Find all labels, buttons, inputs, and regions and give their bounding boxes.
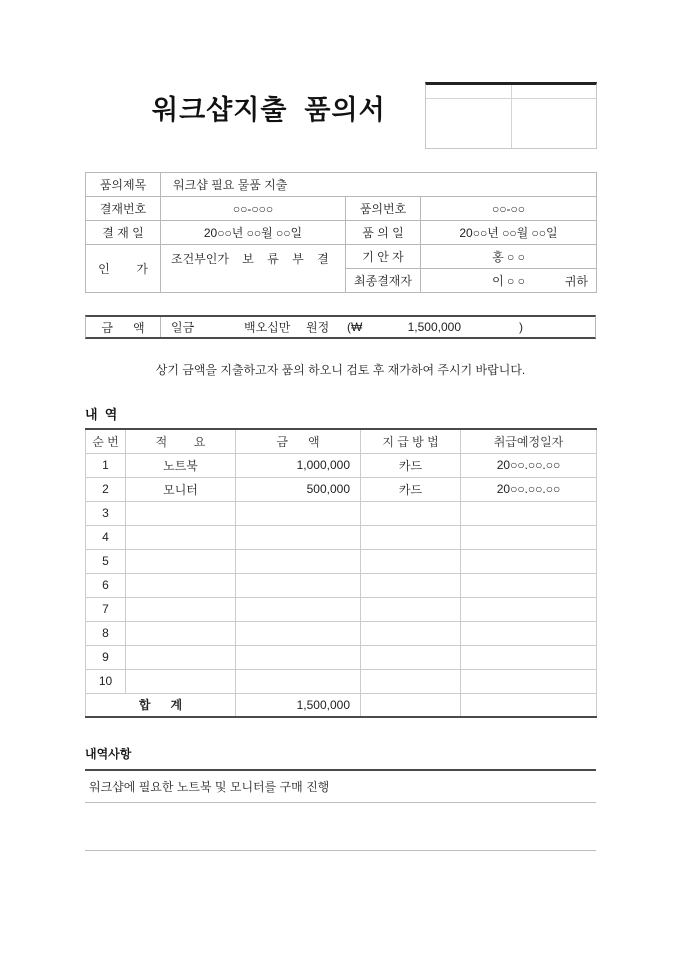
amount-korean-words: 백오십만 [244, 320, 291, 335]
row-method [361, 597, 461, 621]
row-amount [236, 621, 361, 645]
row-no: 3 [86, 501, 126, 525]
row-no: 6 [86, 573, 126, 597]
row-date [461, 669, 597, 693]
row-item [126, 549, 236, 573]
total-empty-cell [461, 693, 597, 717]
amount-paren-open: (₩ [347, 320, 363, 334]
row-no: 7 [86, 597, 126, 621]
row-date [461, 525, 597, 549]
details-section [85, 745, 596, 851]
row-item: 모니터 [126, 477, 236, 501]
row-item [126, 621, 236, 645]
breakdown-header-row [86, 429, 597, 453]
approval-stamp-box [425, 82, 597, 149]
breakdown-row [86, 453, 597, 477]
row-amount [236, 525, 361, 549]
row-amount: 500,000 [236, 477, 361, 501]
row-amount [236, 573, 361, 597]
breakdown-total-row [86, 693, 597, 717]
breakdown-row [86, 525, 597, 549]
request-date-value: 20○○년 ○○월 ○○일 [421, 221, 597, 245]
row-date [461, 645, 597, 669]
row-no: 10 [86, 669, 126, 693]
col-header-method: 지 급 방 법 [361, 429, 461, 453]
row-method [361, 525, 461, 549]
row-no: 5 [86, 549, 126, 573]
final-approver-value: 이 ○ ○ [492, 274, 525, 288]
final-approver-suffix: 귀하 [564, 274, 588, 288]
breakdown-row [86, 597, 597, 621]
details-text: 워크샵에 필요한 노트북 및 모니터를 구매 진행 [85, 771, 596, 803]
amount-value-area [161, 317, 595, 337]
drafter-label: 기 안 자 [346, 245, 421, 269]
details-empty-row [85, 803, 596, 851]
row-amount [236, 645, 361, 669]
row-date: 20○○.○○.○○ [461, 453, 597, 477]
row-date: 20○○.○○.○○ [461, 477, 597, 501]
row-method [361, 549, 461, 573]
col-header-amount: 금 액 [236, 429, 361, 453]
approval-no-value: ○○-○○○ [161, 197, 346, 221]
row-item: 노트북 [126, 453, 236, 477]
stamp-sign-row [426, 99, 596, 148]
total-label: 합 계 [86, 693, 236, 717]
row-date [461, 573, 597, 597]
subject-label: 품의제목 [86, 173, 161, 197]
stamp-header-row [426, 85, 596, 99]
stamp-header-cell [512, 85, 597, 98]
info-row-approve-1 [86, 245, 597, 269]
row-item [126, 501, 236, 525]
row-method [361, 621, 461, 645]
breakdown-row [86, 645, 597, 669]
row-item [126, 573, 236, 597]
row-date [461, 597, 597, 621]
row-no: 9 [86, 645, 126, 669]
stamp-sign-cell [512, 99, 597, 148]
row-method: 카드 [361, 477, 461, 501]
total-amount: 1,500,000 [236, 693, 361, 717]
row-amount [236, 549, 361, 573]
row-date [461, 549, 597, 573]
breakdown-row [86, 573, 597, 597]
row-date [461, 501, 597, 525]
row-method: 카드 [361, 453, 461, 477]
col-header-date: 취급예정일자 [461, 429, 597, 453]
col-header-item: 적 요 [126, 429, 236, 453]
amount-bar [85, 315, 596, 339]
stamp-sign-cell [426, 99, 512, 148]
col-header-no: 순 번 [86, 429, 126, 453]
breakdown-row [86, 669, 597, 693]
drafter-value: 홍 ○ ○ [421, 245, 597, 269]
approval-date-value: 20○○년 ○○월 ○○일 [161, 221, 346, 245]
details-body [85, 769, 596, 851]
row-date [461, 621, 597, 645]
row-no: 4 [86, 525, 126, 549]
final-approver-cell [421, 269, 597, 293]
row-no: 8 [86, 621, 126, 645]
row-no: 1 [86, 453, 126, 477]
amount-paren-close: ) [519, 320, 523, 334]
total-empty-cell [361, 693, 461, 717]
row-amount [236, 669, 361, 693]
final-approver-label: 최종결재자 [346, 269, 421, 293]
details-section-title: 내역사항 [85, 747, 132, 761]
breakdown-row [86, 621, 597, 645]
request-notice-text: 상기 금액을 지출하고자 품의 하오니 검토 후 재가하여 주시기 바랍니다. [155, 363, 526, 377]
amount-suffix: 원정 [306, 320, 330, 335]
amount-prefix: 일금 [171, 320, 195, 335]
subject-value: 워크샵 필요 물품 지출 [161, 173, 597, 197]
row-item [126, 525, 236, 549]
breakdown-table [85, 428, 597, 718]
row-no: 2 [86, 477, 126, 501]
approve-label: 인 가 [86, 245, 161, 293]
approval-no-label: 결재번호 [86, 197, 161, 221]
breakdown-row [86, 549, 597, 573]
row-method [361, 645, 461, 669]
request-date-label: 품 의 일 [346, 221, 421, 245]
row-amount [236, 501, 361, 525]
row-method [361, 669, 461, 693]
request-no-value: ○○-○○ [421, 197, 597, 221]
info-row-numbers [86, 197, 597, 221]
amount-label: 금 액 [86, 317, 161, 337]
row-item [126, 645, 236, 669]
approval-date-label: 결 재 일 [86, 221, 161, 245]
info-table [85, 172, 597, 293]
breakdown-section-title: 내 역 [85, 407, 118, 422]
row-item [126, 597, 236, 621]
row-amount: 1,000,000 [236, 453, 361, 477]
breakdown-row [86, 501, 597, 525]
amount-number: 1,500,000 [407, 320, 461, 334]
row-method [361, 501, 461, 525]
breakdown-row [86, 477, 597, 501]
row-method [361, 573, 461, 597]
stamp-header-cell [426, 85, 512, 98]
info-row-dates [86, 221, 597, 245]
document-title: 워크샵지출 품의서 [152, 95, 386, 125]
request-no-label: 품의번호 [346, 197, 421, 221]
row-amount [236, 597, 361, 621]
info-row-subject [86, 173, 597, 197]
conditional-options: 조건부인가 보 류 부 결 [161, 245, 346, 293]
row-item [126, 669, 236, 693]
